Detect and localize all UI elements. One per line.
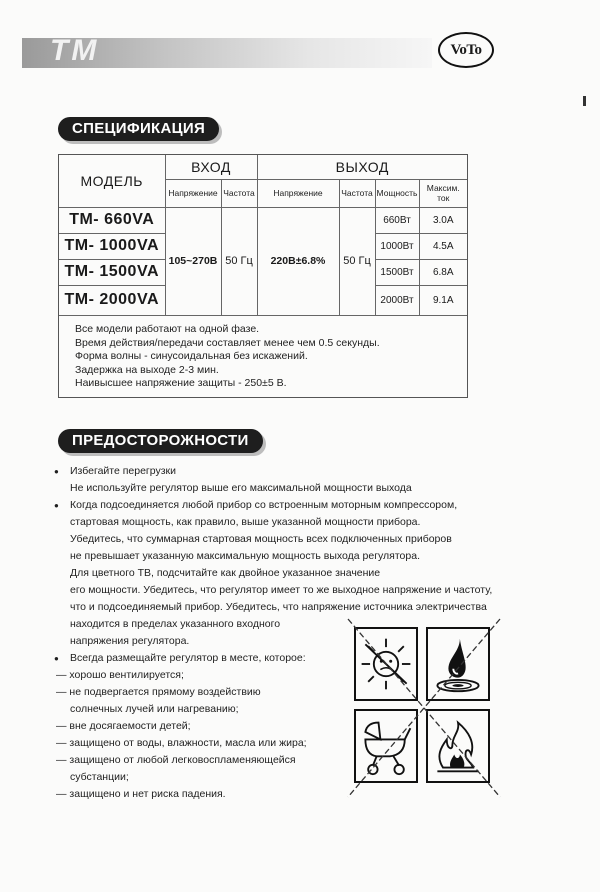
model-cell: TM- 660VA [59, 207, 165, 233]
caution-line: — защищено от любой легковоспламеняющейся [56, 754, 296, 766]
caution-line: не превышает указанную максимальную мощность выхода регулятора. [70, 550, 420, 562]
caution-line: — защищено и нет риска падения. [56, 788, 226, 800]
caution-line: ● Избегайте перегрузки [56, 463, 526, 480]
spec-note: Задержка на выходе 2-3 мин. [75, 363, 219, 376]
in-freq-header: Частота [221, 179, 257, 207]
caution-line: находится в пределах указанного входного [70, 618, 281, 630]
power-cell: 660Вт [375, 207, 419, 233]
warning-icons [352, 625, 492, 791]
caution-line: Для цветного ТВ, подсчитайте как двойное указанное значение [70, 567, 381, 579]
caution-line: Не используйте регулятор выше его максимальной мощности выхода [70, 482, 412, 494]
max-current-header: Максим. ток [419, 179, 467, 207]
page-edge-mark [583, 96, 586, 106]
spec-note: Наивысшее напряжение защиты - 250±5 В. [75, 377, 287, 390]
power-cell: 2000Вт [375, 285, 419, 315]
output-freq-cell: 50 Гц [339, 207, 375, 315]
caution-line: что и подсоединяемый прибор. Убедитесь, что напряжение источника электричества [70, 601, 487, 613]
power-header: Мощность [375, 179, 419, 207]
spec-note: Время действия/передачи составляет менее чем 0.5 секунды. [75, 336, 380, 349]
fire-icon [426, 709, 490, 783]
caution-line: Убедитесь, что суммарная стартовая мощность всех подключенных приборов [70, 533, 452, 545]
caution-line: — защищено от воды, влажности, масла или жира; [56, 737, 307, 749]
table-row [59, 207, 467, 233]
input-freq-cell: 50 Гц [221, 207, 257, 315]
caution-line: — вне досягаемости детей; [56, 720, 191, 732]
model-cell: TM- 1000VA [59, 233, 165, 259]
caution-line: напряжения регулятора. [70, 635, 190, 647]
current-cell: 3.0A [419, 207, 467, 233]
baby-stroller-icon [354, 709, 418, 783]
power-cell: 1000Вт [375, 233, 419, 259]
model-cell: TM- 1500VA [59, 259, 165, 285]
current-cell: 4.5A [419, 233, 467, 259]
spec-box [58, 154, 468, 398]
in-voltage-header: Напряжение [165, 179, 221, 207]
out-freq-header: Частота [339, 179, 375, 207]
caution-section-title: ПРЕДОСТОРОЖНОСТИ [58, 429, 263, 453]
caution-line: ● Всегда размещайте регулятор в месте, которое: [56, 650, 526, 667]
caution-line: — хорошо вентилируется; [56, 669, 184, 681]
input-voltage-cell: 105~270В [165, 207, 221, 315]
caution-line: ● Когда подсоединяется любой прибор со встроенным моторным компрессором, [56, 497, 526, 514]
sun-heat-icon [354, 627, 418, 701]
caution-line: солнечных лучей или нагреванию; [70, 703, 239, 715]
caution-line: стартовая мощность, как правило, выше указанной мощности прибора. [70, 516, 421, 528]
oil-drop-icon [426, 627, 490, 701]
model-cell: TM- 2000VA [59, 285, 165, 315]
output-voltage-cell: 220В±6.8% [257, 207, 339, 315]
spec-section-title: СПЕЦИФИКАЦИЯ [58, 117, 219, 141]
brand-logo: VoTo [438, 32, 494, 68]
caution-line: — не подвергается прямому воздействию [56, 686, 261, 698]
caution-line: субстанции; [70, 771, 129, 783]
spec-note: Все модели работают на одной фазе. [75, 323, 260, 335]
spec-table [59, 155, 467, 316]
caution-line: его мощности. Убедитесь, что регулятор имеет то же выходное напряжение и частоту, [70, 584, 493, 596]
current-cell: 6.8A [419, 259, 467, 285]
spec-note: Форма волны - синусоидальная без искажений. [75, 350, 308, 363]
current-cell: 9.1A [419, 285, 467, 315]
spec-notes [75, 323, 380, 391]
model-header: МОДЕЛЬ [59, 155, 165, 207]
series-logo: TM [50, 34, 100, 67]
output-header: ВЫХОД [257, 155, 467, 179]
power-cell: 1500Вт [375, 259, 419, 285]
out-voltage-header: Напряжение [257, 179, 339, 207]
input-header: ВХОД [165, 155, 257, 179]
